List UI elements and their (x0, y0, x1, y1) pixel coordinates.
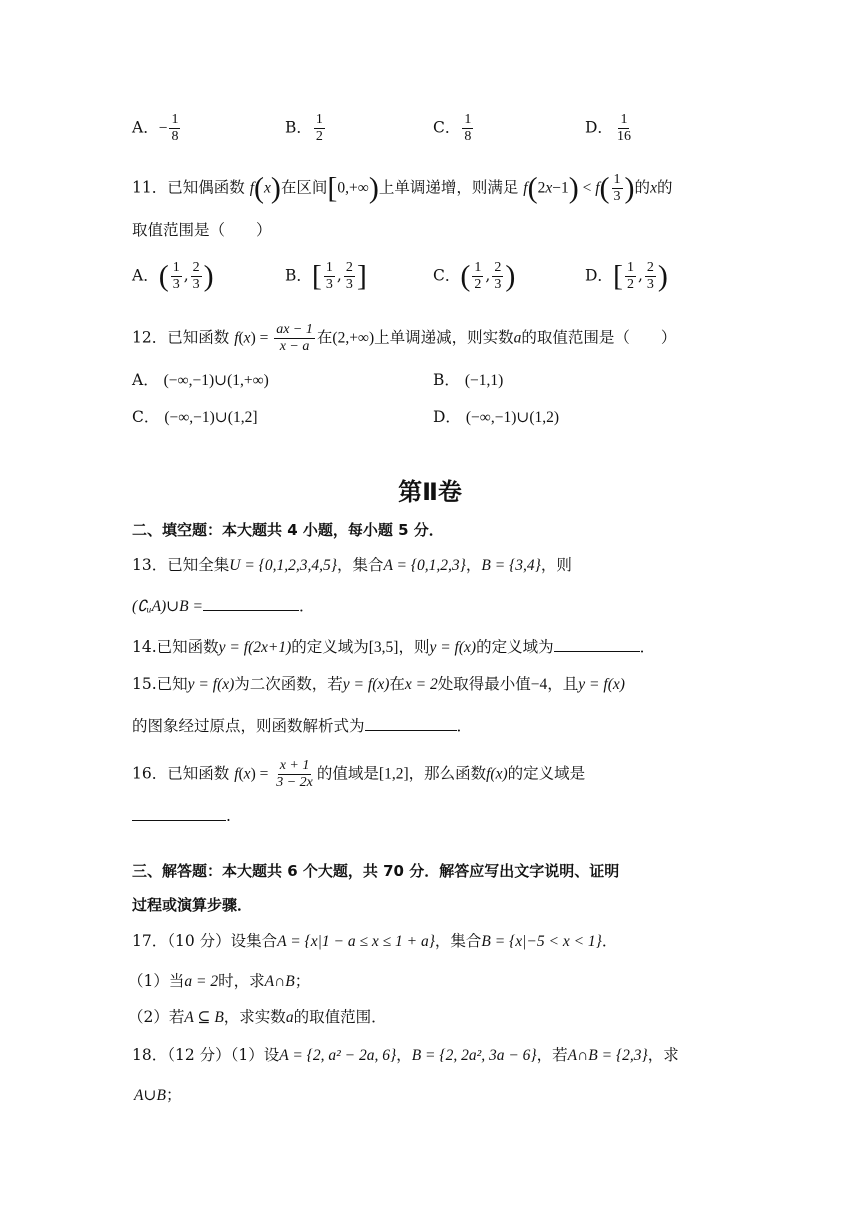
q11-option-a[interactable]: A．( $\frac{1}{3}$ , $\frac{2}{3}$ ) (132, 259, 214, 293)
q12-fraction: $\frac{ax - 1}{x - a}$ (276, 322, 313, 355)
q13-stem-cont: (∁ᵤA)∪B = ． (132, 597, 315, 615)
answer-blank[interactable] (132, 806, 226, 821)
fraction: $\frac{1}{8}$ (171, 112, 179, 145)
q12-option-b[interactable]: B． (−1,1) (433, 371, 504, 389)
q18-stem: 18．（12 分）（1）设A = {2, a² − 2a, 6}，B = {2, 2a², 3a − 6}，若A∩B = {2,3}，求 (132, 1046, 679, 1064)
q12-option-a[interactable]: A． (−∞,−1)∪(1,+∞) (132, 371, 269, 389)
q11-option-d[interactable]: D．[ $\frac{1}{2}$ , $\frac{2}{3}$ ) (585, 259, 668, 293)
fraction: $\frac{1}{8}$ (464, 112, 472, 145)
q12-option-d[interactable]: D． (−∞,−1)∪(1,2) (433, 408, 560, 426)
q10-option-d[interactable]: D． $\frac{1}{16}$ (585, 112, 631, 145)
q14-stem: 14.已知函数y = f(2x+1)的定义域为[3,5]，则y = f(x)的定义域为 ． (132, 638, 656, 656)
q12-option-c[interactable]: C． (−∞,−1)∪(1,2] (132, 408, 258, 426)
q13-stem: 13．已知全集U = {0,1,2,3,4,5}，集合A = {0,1,2,3}，B = {3,4}，则 (132, 556, 572, 574)
q17-stem: 17．（10 分）设集合A = {x|1 − a ≤ x ≤ 1 + a}，集合B = {x|−5 < x < 1}． (132, 932, 618, 950)
q17-part2: （2）若A ⊆ B，求实数a的取值范围． (128, 1008, 387, 1026)
q12-stem: 12．已知函数 f(x) = $\frac{ax - 1}{x - a}$ 在(2,+∞)上单调递减，则实数a的取值范围是（ ） (132, 322, 677, 355)
q17-part1: （1）当a = 2时，求A∩B； (128, 972, 311, 990)
section3-heading-cont: 过程或演算步骤． (132, 896, 253, 914)
fraction: $\frac{1}{16}$ (616, 112, 631, 145)
q11-option-c[interactable]: C．( $\frac{1}{2}$ , $\frac{2}{3}$ ) (433, 259, 516, 293)
q16-stem-cont: . (132, 806, 231, 825)
part2-title: 第Ⅱ卷 (398, 478, 462, 506)
q18-stem-cont: A∪B； (134, 1086, 182, 1104)
section2-heading: 二、填空题：本大题共 4 小题，每小题 5 分． (132, 521, 444, 539)
q16-fraction: $\frac{x + 1}{3 - 2x}$ (276, 758, 313, 791)
answer-blank[interactable] (365, 716, 457, 731)
answer-blank[interactable] (554, 637, 640, 652)
q11-option-b[interactable]: B．[ $\frac{1}{3}$ , $\frac{2}{3}$ ] (285, 259, 367, 293)
q10-option-c[interactable]: C． $\frac{1}{8}$ (433, 112, 472, 145)
q11-stem: 11．已知偶函数 f(x)在区间[0,+∞)上单调递增，则满足 f(2x−1) < f( $\frac{1}{3}$ )的x的 (132, 171, 673, 205)
q10-option-a[interactable]: A．− $\frac{1}{8}$ (132, 112, 179, 145)
q15-stem: 15.已知y = f(x)为二次函数，若y = f(x)在x = 2处取得最小值−4，且y = f(x) (132, 675, 625, 693)
q15-stem-cont: 的图象经过原点，则函数解析式为 ． (132, 717, 473, 735)
answer-blank[interactable] (203, 596, 299, 611)
q10-option-b[interactable]: B． $\frac{1}{2}$ (285, 112, 323, 145)
q16-stem: 16．已知函数 f(x) = $\frac{x + 1}{3 - 2x}$ 的值域是[1,2]，那么函数f(x)的定义域是 (132, 758, 586, 791)
q11-stem-cont: 取值范围是（ ） (132, 221, 272, 239)
section3-heading: 三、解答题：本大题共 6 个大题，共 70 分．解答应写出文字说明、证明 (132, 862, 620, 880)
fraction: $\frac{1}{2}$ (315, 112, 323, 145)
